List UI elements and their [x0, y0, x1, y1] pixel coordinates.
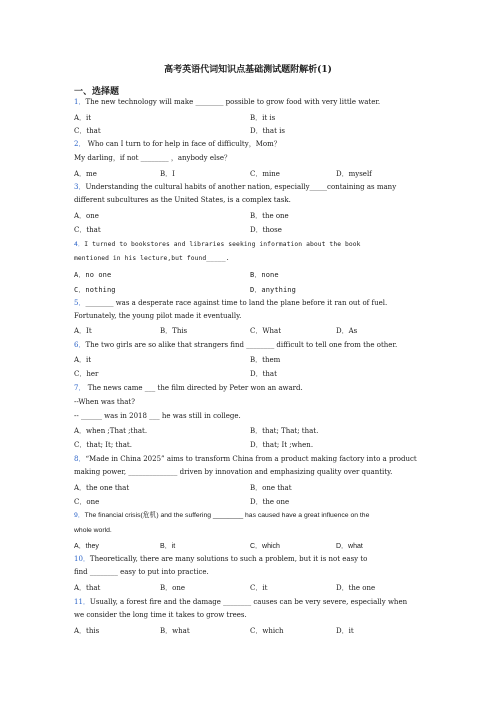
question-2-line-2: My darling，if not ________ ，anybody else？ — [74, 154, 231, 162]
question-stem: I turned to bookstores and libraries seeking information about the book — [84, 241, 361, 248]
option-b: B．what — [160, 627, 190, 635]
option-a: A．they — [74, 543, 99, 550]
option-d: D．As — [336, 327, 358, 335]
question-7-line-3: -- ______ was in 2018 ___ he was still in college. — [74, 412, 241, 420]
question-11-line-2: we consider the long time it takes to grow trees. — [74, 611, 247, 619]
option-b: B．one — [160, 584, 186, 592]
question-stem: The new technology will make ________ possible to grow food with very little water. — [85, 98, 381, 106]
option-b: B．one that — [250, 484, 292, 492]
question-8-line-2: making power, ______________ driven by innovation and emphasizing quality over quantity. — [74, 468, 393, 476]
option-a: A．when ;That ;that. — [74, 427, 148, 435]
question-stem: ________ was a desperate race against time to land the plane before it ran out of fuel. — [85, 299, 388, 307]
option-a: A．It — [74, 327, 92, 335]
option-a: A．the one that — [74, 484, 130, 492]
option-b: B．it is — [250, 114, 276, 122]
option-d: D．that; It ;when. — [250, 441, 314, 449]
question-1 — [74, 98, 380, 107]
question-5-line-2: Fortunately, the young pilot made it eventually. — [74, 312, 242, 320]
option-c: C．which — [250, 543, 280, 550]
question-number: 2． — [74, 140, 86, 148]
question-stem: The financial crisis(危机) and the suffering ________ has caused have a great influence on the — [84, 512, 370, 519]
question-10 — [74, 555, 367, 564]
question-3-line-2: different subcultures as the United States, is a complex task. — [74, 196, 291, 204]
option-d: D．it — [336, 627, 354, 635]
question-3 — [74, 183, 396, 192]
question-stem: The two girls are so alike that strangers find ________ difficult to tell one from the other. — [85, 341, 398, 349]
option-b: B．none — [250, 271, 279, 279]
question-stem: Usually, a forest fire and the damage ________ causes can be very severe, especially when — [89, 598, 408, 606]
option-c: C．mine — [250, 170, 280, 178]
option-d: D．anything — [250, 286, 296, 294]
option-b: B．the one — [250, 212, 289, 220]
option-b: B．This — [160, 327, 188, 335]
question-10-line-2: find ________ easy to put into practice. — [74, 568, 209, 576]
section-heading: 一、选择题 — [74, 87, 120, 97]
option-a: A．no one — [74, 271, 112, 279]
question-number: 10． — [74, 555, 90, 563]
option-d: D．the one — [336, 584, 376, 592]
question-stem: Theoretically, there are many solutions to such a problem, but it is not easy to — [89, 555, 368, 563]
option-c: C．that; It; that. — [74, 441, 132, 449]
question-number: 9． — [74, 512, 85, 519]
option-c: C．her — [74, 370, 99, 378]
option-d: D．those — [250, 226, 282, 234]
option-b: B．it — [160, 543, 176, 550]
question-11 — [74, 598, 407, 607]
option-d: D．what — [336, 543, 363, 550]
question-stem: “Made in China 2025” aims to transform China from a product making factory into a product — [85, 455, 417, 463]
question-number: 8． — [74, 455, 86, 463]
question-stem: The news came ___ the film directed by Peter won an award. — [85, 384, 303, 392]
option-a: A．me — [74, 170, 97, 178]
option-c: C．What — [250, 327, 282, 335]
question-stem: Who can I turn to for help in face of difficulty，Mom？ — [85, 140, 281, 148]
question-number: 4． — [74, 241, 85, 248]
question-number: 7． — [74, 384, 86, 392]
page-title: 高考英语代词知识点基础测试题附解析(1) — [164, 65, 332, 75]
option-b: B．I — [160, 170, 175, 178]
option-a: A．this — [74, 627, 100, 635]
option-c: C．it — [250, 584, 268, 592]
option-a: A．that — [74, 584, 101, 592]
question-4-line-2: mentioned in his lecture,but found_____. — [74, 255, 230, 262]
option-c: C．that — [74, 127, 101, 135]
option-b: B．that; That; that. — [250, 427, 319, 435]
option-d: D．that is — [250, 127, 285, 135]
question-7-line-2: --When was that? — [74, 398, 135, 406]
option-a: A．it — [74, 356, 92, 364]
question-stem: Understanding the cultural habits of another nation, especially_____containing as many — [85, 183, 397, 191]
question-number: 3． — [74, 183, 86, 191]
option-b: B．them — [250, 356, 281, 364]
question-6 — [74, 341, 397, 350]
question-8 — [74, 455, 417, 464]
question-number: 6． — [74, 341, 86, 349]
option-d: D．myself — [336, 170, 372, 178]
question-5 — [74, 299, 387, 308]
question-9 — [74, 511, 369, 520]
question-number: 1． — [74, 98, 86, 106]
question-number: 5． — [74, 299, 86, 307]
option-d: D．the one — [250, 498, 290, 506]
option-a: A．one — [74, 212, 99, 220]
option-c: C．one — [74, 498, 100, 506]
option-a: A．it — [74, 114, 92, 122]
option-c: C．which — [250, 627, 284, 635]
question-number: 11． — [74, 598, 90, 606]
question-9-line-2: whole world. — [74, 527, 112, 534]
option-c: C．that — [74, 226, 101, 234]
question-2 — [74, 140, 281, 149]
option-d: D．that — [250, 370, 277, 378]
question-7 — [74, 384, 303, 393]
question-4 — [74, 240, 361, 249]
option-c: C．nothing — [74, 286, 116, 294]
